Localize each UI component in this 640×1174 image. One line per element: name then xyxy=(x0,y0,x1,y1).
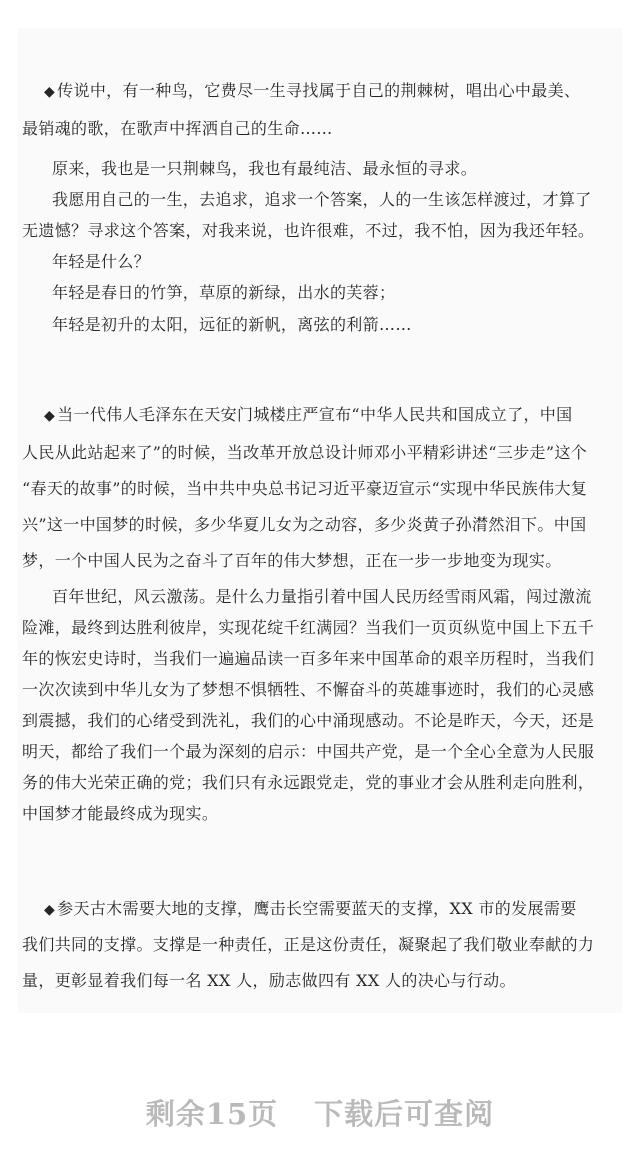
download-prompt[interactable] xyxy=(0,1092,640,1133)
remaining-pages-text: 剩余15页 xyxy=(145,1097,279,1131)
paragraph-line: 最销魂的歌，在歌声中挥洒自己的生命…… xyxy=(22,119,333,138)
diamond-bullet-icon: ◆ xyxy=(44,902,56,918)
paragraph-line: 中国梦才能最终成为现实。 xyxy=(22,804,219,823)
paragraph-line: 梦，一个中国人民为之奋斗了百年的伟大梦想，正在一步一步地变为现实。 xyxy=(22,551,562,570)
paragraph-line: ◆ 当一代伟人毛泽东在天安门城楼庄严宣布“中华人民共和国成立了，中国 xyxy=(44,405,573,424)
document-body xyxy=(18,28,622,1013)
paragraph-line: 务的伟大光荣正确的党；我们只有永远跟党走，党的事业才会从胜利走向胜利， xyxy=(22,773,595,792)
paragraph-line: 原来，我也是一只荆棘鸟，我也有最纯洁、最永恒的寻求。 xyxy=(52,159,478,178)
paragraph-line: 年的恢宏史诗时，当我们一遍遍品读一百多年来中国革命的艰辛历程时，当我们 xyxy=(22,649,595,668)
paragraph-line: 年轻是初升的太阳，远征的新帆，离弦的利箭…… xyxy=(52,315,412,334)
paragraph-line: 人民从此站起来了”的时候，当改革开放总设计师邓小平精彩讲述“三步走”这个 xyxy=(22,443,588,462)
paragraph-line: 到震撼，我们的心绪受到洗礼，我们的心中涌现感动。不论是昨天，今天，还是 xyxy=(22,711,595,730)
paragraph-line: 我们共同的支撑。支撑是一种责任，正是这份责任，凝聚起了我们敬业奉献的力 xyxy=(22,935,595,954)
paragraph-line: 量，更彰显着我们每一名 XX 人，励志做四有 XX 人的决心与行动。 xyxy=(22,971,516,990)
paragraph-line: 明天，都给了我们一个最为深刻的启示：中国共产党，是一个全心全意为人民服 xyxy=(22,742,595,761)
paragraph-line: 百年世纪，风云激荡。是什么力量指引着中国人民历经雪雨风霜，闯过激流 xyxy=(52,587,592,606)
paragraph-line: 险滩，最终到达胜利彼岸，实现花绽千红满园？当我们一页页纵览中国上下五千 xyxy=(22,618,595,637)
paragraph-line: 无遗憾？寻求这个答案，对我来说，也许很难，不过，我不怕，因为我还年轻。 xyxy=(22,221,595,240)
paragraph-line: 年轻是什么？ xyxy=(52,252,151,271)
paragraph-line: ◆ 参天古木需要大地的支撑，鹰击长空需要蓝天的支撑，XX 市的发展需要 xyxy=(44,899,577,918)
paragraph-line: 我愿用自己的一生，去追求，追求一个答案，人的一生该怎样渡过，才算了 xyxy=(52,190,592,209)
paragraph-line: 兴”这一中国梦的时候，多少华夏儿女为之动容，多少炎黄子孙潸然泪下。中国 xyxy=(22,515,587,534)
paragraph-line: “春天的故事”的时候，当中共中央总书记习近平豪迈宣示“实现中华民族伟大复 xyxy=(22,479,588,498)
diamond-bullet-icon: ◆ xyxy=(44,408,56,424)
download-to-view-text: 下载后可查阅 xyxy=(314,1097,495,1131)
paragraph-line: 年轻是春日的竹笋，草原的新绿，出水的芙蓉； xyxy=(52,283,396,302)
paragraph-line: ◆ 传说中，有一种鸟，它费尽一生寻找属于自己的荆棘树，唱出心中最美、 xyxy=(44,81,581,100)
diamond-bullet-icon: ◆ xyxy=(44,84,56,100)
paragraph-line: 一次次读到中华儿女为了梦想不惧牺牲、不懈奋斗的英雄事迹时，我们的心灵感 xyxy=(22,680,595,699)
